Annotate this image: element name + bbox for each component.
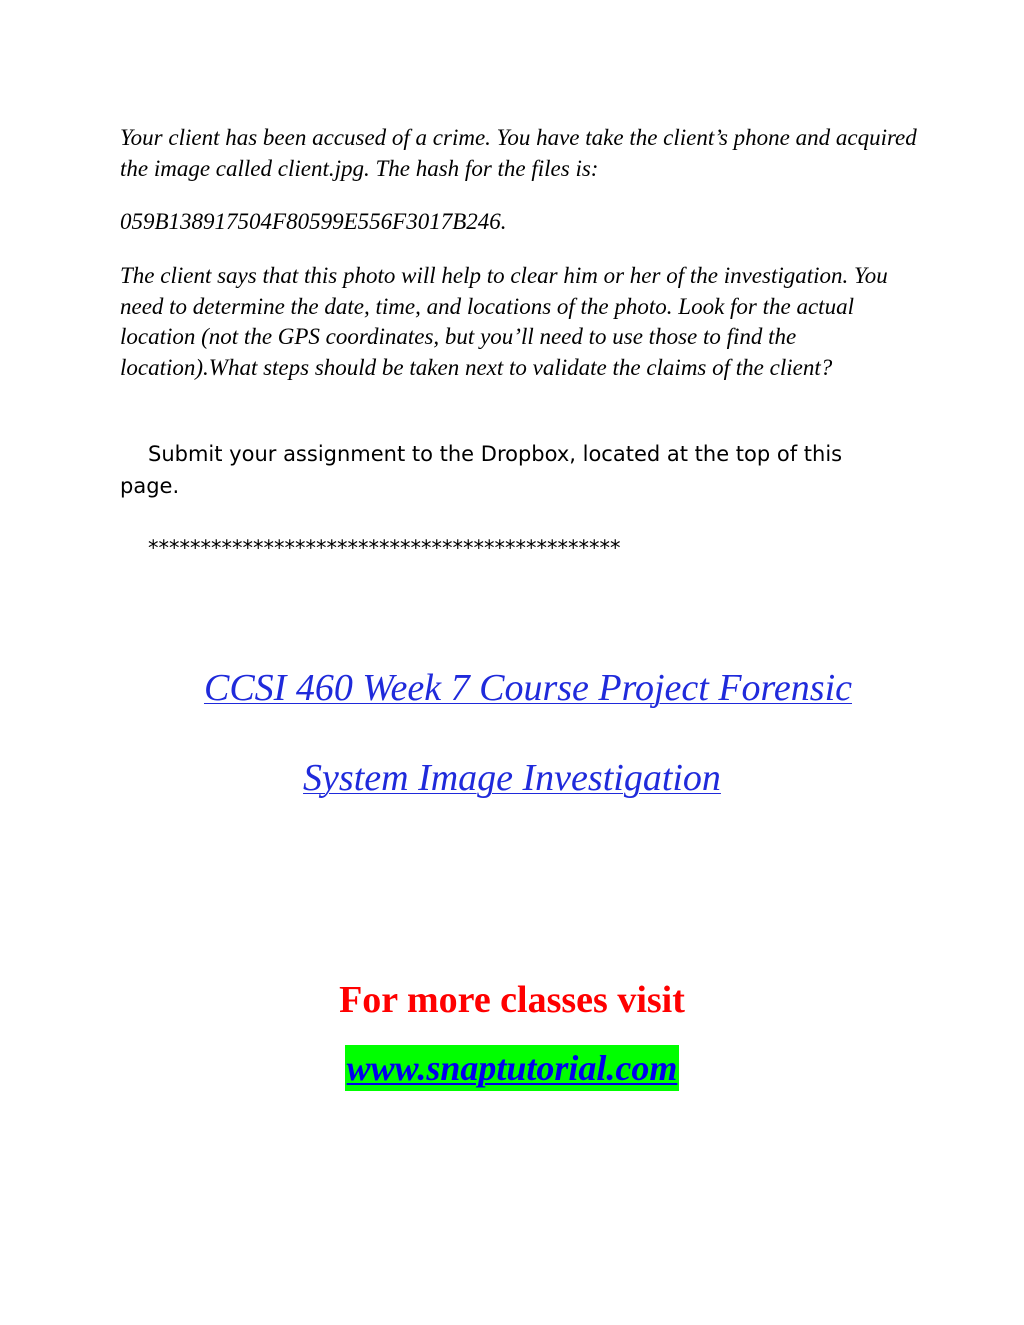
intro-paragraph: Your client has been accused of a crime. You have take the client’s phone and acquired the image called client.jpg. The hash for the files is: bbox=[120, 125, 917, 181]
course-title-link-2[interactable]: System Image Investigation bbox=[303, 757, 721, 799]
course-title-line-1 bbox=[0, 666, 1024, 710]
snaptutorial-link[interactable]: www.snaptutorial.com bbox=[345, 1045, 680, 1091]
course-title-line-2 bbox=[0, 756, 1024, 800]
promo-heading: For more classes visit bbox=[339, 979, 685, 1021]
asterisk-separator: ********************************************* bbox=[148, 536, 621, 560]
promo-url-container bbox=[0, 1045, 1024, 1091]
submit-instructions: Submit your assignment to the Dropbox, located at the top of this page. bbox=[120, 442, 843, 498]
hash-value: 059B138917504F80599E556F3017B246. bbox=[120, 209, 507, 234]
course-title-link-1[interactable]: CCSI 460 Week 7 Course Project Forensic bbox=[203, 667, 852, 709]
instructions-paragraph: The client says that this photo will help to clear him or her of the investigation. You need to determine the date, time, and locations of the photo. Look for the actual location (not the GPS coordinates, but you’ll need to use those to find the location).What steps should be taken next to validate the claims of the client? bbox=[120, 263, 888, 380]
